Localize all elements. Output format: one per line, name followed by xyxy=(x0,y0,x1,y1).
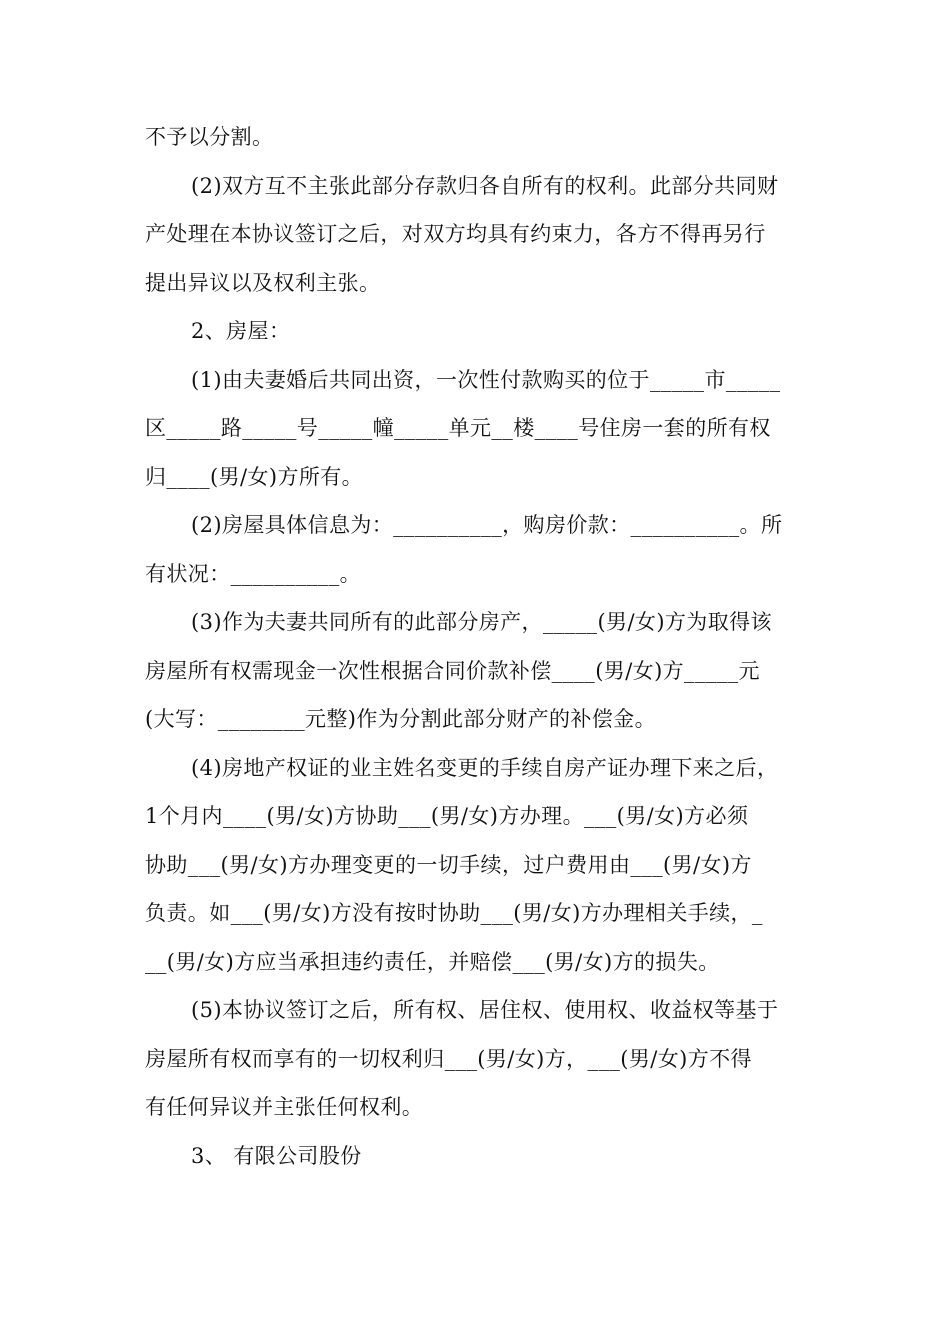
text-line: 协助___(男/女)方办理变更的一切手续，过户费用由___(男/女)方 xyxy=(145,853,752,877)
text-line: (大写：________元整)作为分割此部分财产的补偿金。 xyxy=(145,707,656,731)
text-line: 区_____路_____号_____幢_____单元__楼____号住房一套的所有权 xyxy=(145,416,771,440)
section-heading: 2、房屋： xyxy=(191,319,291,343)
text-line: 负责。如___(男/女)方没有按时协助___(男/女)方办理相关手续，_ xyxy=(145,901,763,925)
text-line: (4)房地产权证的业主姓名变更的手续自房产证办理下来之后， xyxy=(191,756,779,780)
text-line: 有状况：__________。 xyxy=(145,562,361,586)
text-line: (1)由夫妻婚后共同出资，一次性付款购买的位于_____市_____ xyxy=(191,368,781,392)
section-heading: 3、 有限公司股份 xyxy=(191,1144,362,1168)
text-line: 提出异议以及权利主张。 xyxy=(145,271,381,295)
text-line: __(男/女)方应当承担违约责任，并赔偿___(男/女)方的损失。 xyxy=(145,950,720,974)
text-line: 不予以分割。 xyxy=(145,125,274,149)
text-line: 房屋所有权需现金一次性根据合同价款补偿____(男/女)方_____元 xyxy=(145,659,760,683)
text-line: 房屋所有权而享有的一切权利归___(男/女)方，___(男/女)方不得 xyxy=(145,1047,752,1071)
text-line: 1个月内____(男/女)方协助___(男/女)方办理。___(男/女)方必须 xyxy=(145,804,749,828)
text-line: 产处理在本协议签订之后，对双方均具有约束力，各方不得再另行 xyxy=(145,222,766,246)
text-line: (2)双方互不主张此部分存款归各自所有的权利。此部分共同财 xyxy=(191,174,779,198)
text-line: (5)本协议签订之后，所有权、居住权、使用权、收益权等基于 xyxy=(191,998,779,1022)
text-line: 归____(男/女)方所有。 xyxy=(145,465,364,489)
text-line: 有任何异议并主张任何权利。 xyxy=(145,1095,424,1119)
text-line: (3)作为夫妻共同所有的此部分房产，_____(男/女)方为取得该 xyxy=(191,610,772,634)
text-line: (2)房屋具体信息为：__________，购房价款：__________。所 xyxy=(191,513,783,537)
